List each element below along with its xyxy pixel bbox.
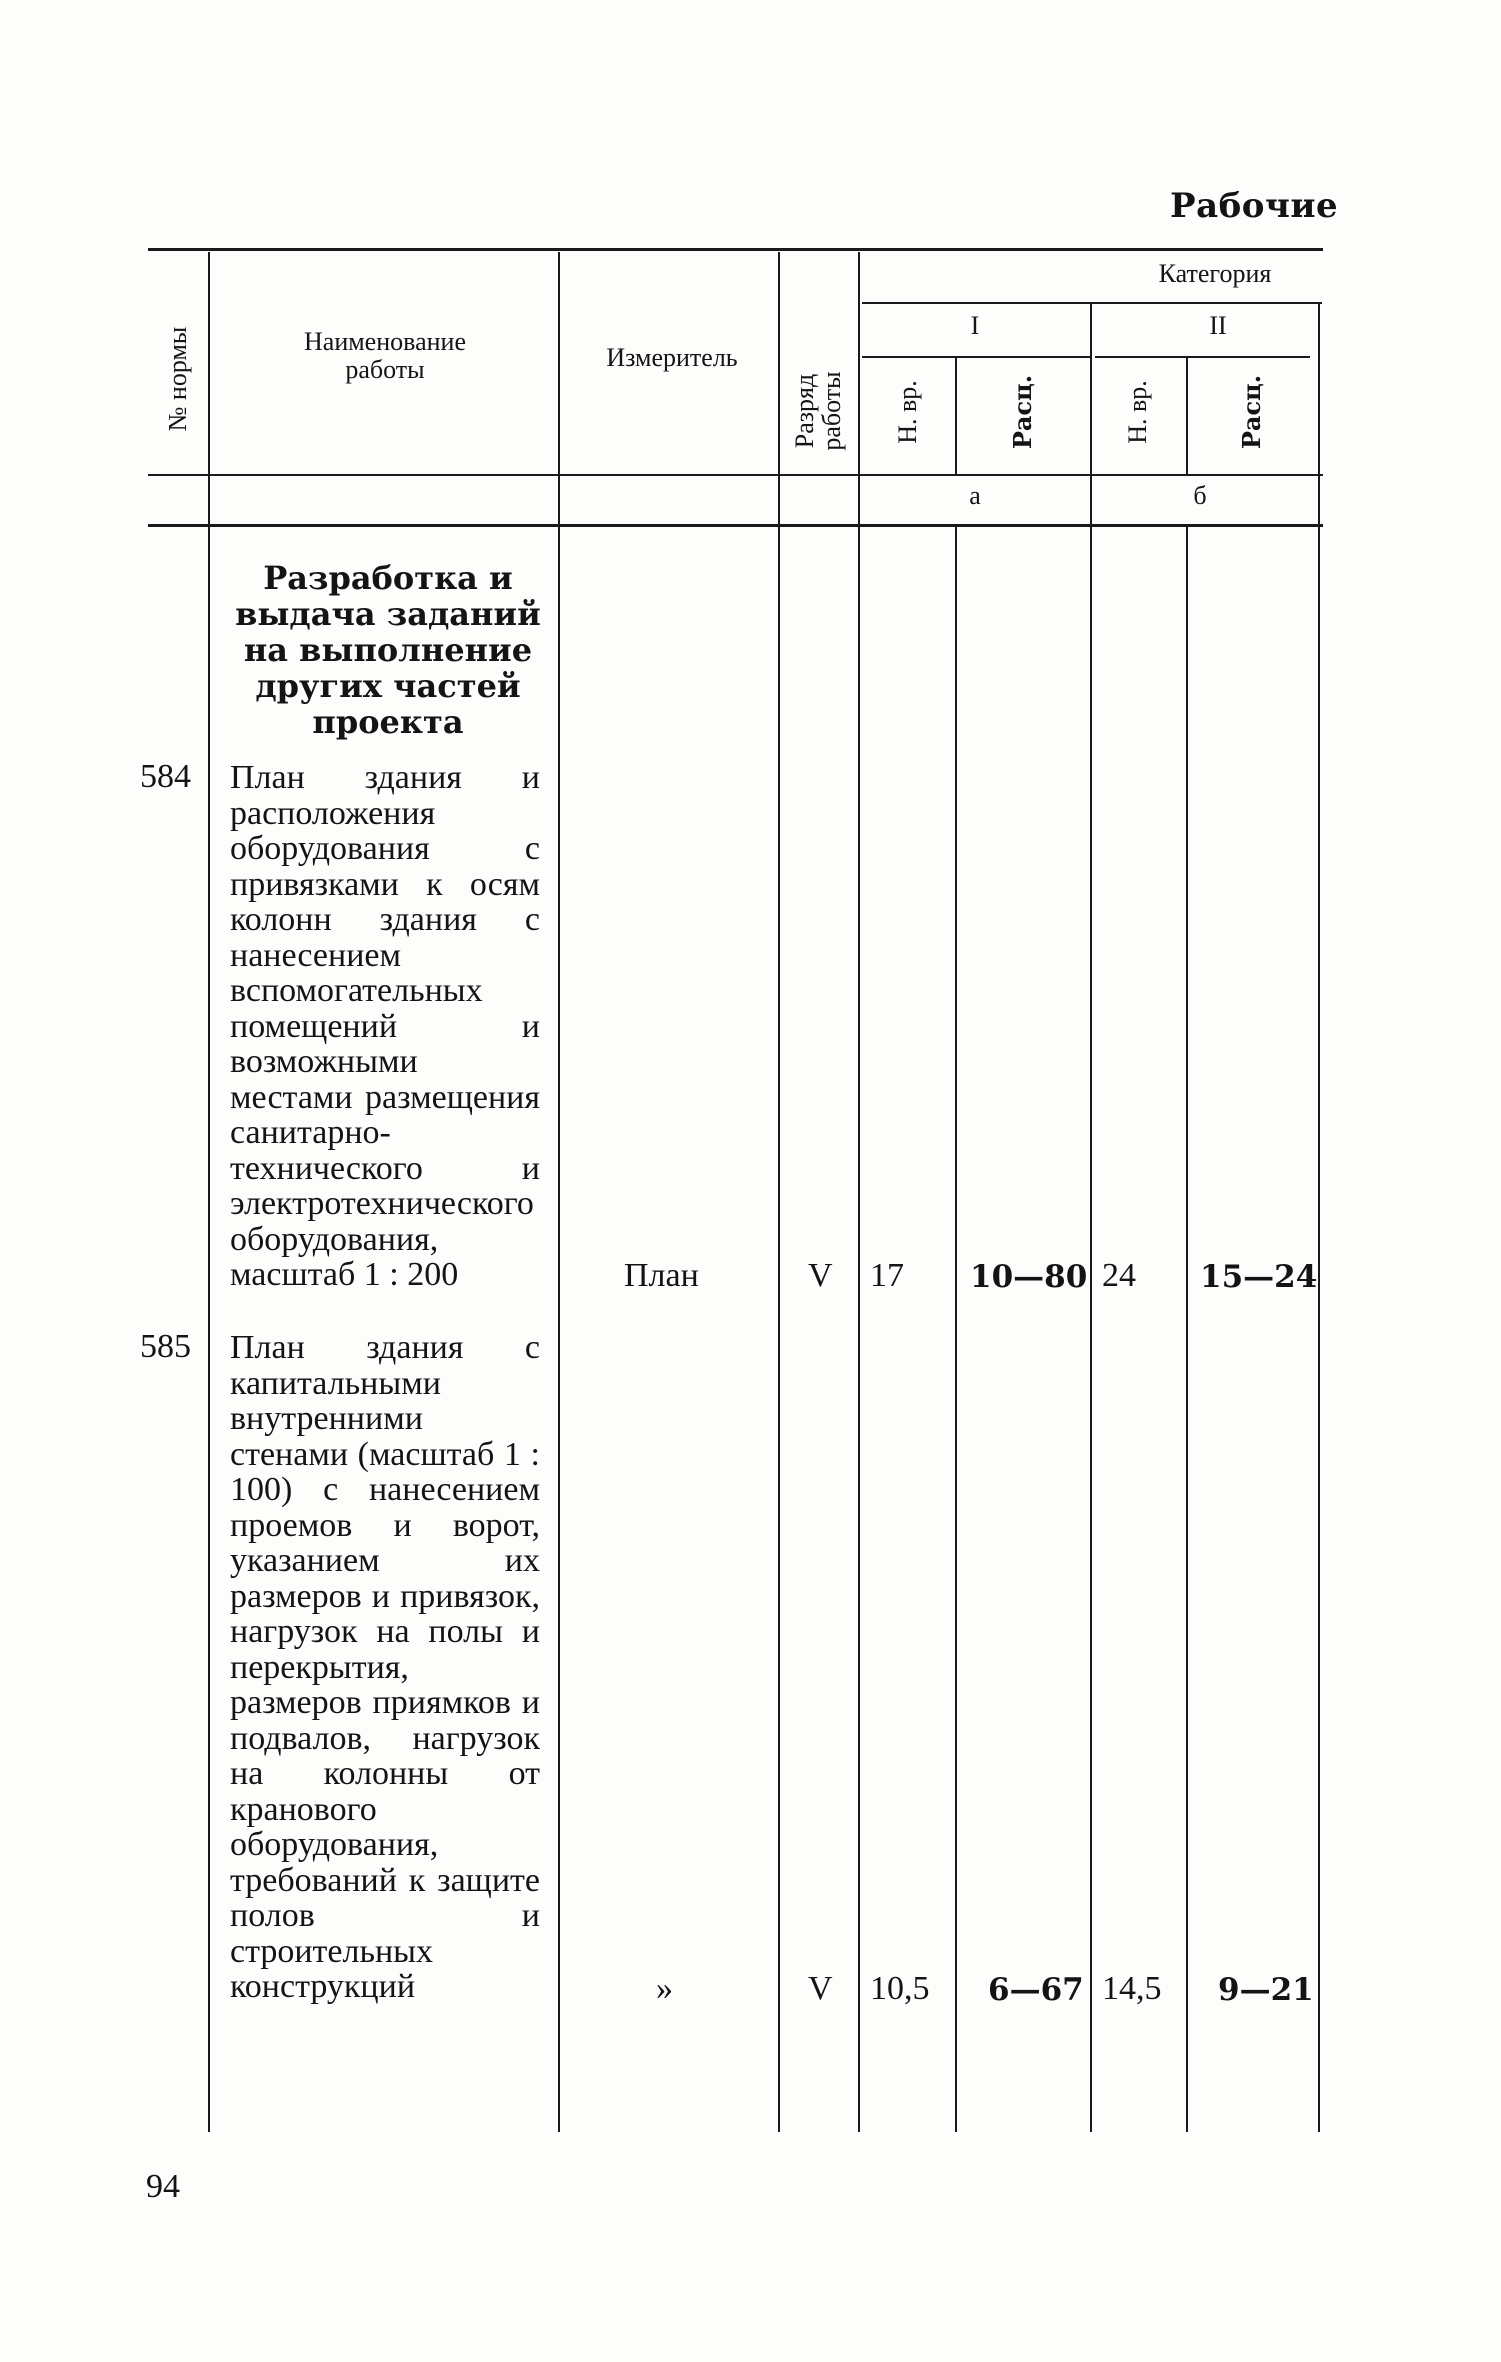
rasc2-585: 9—21 bbox=[1218, 1972, 1314, 2008]
work-description-585: План здания с капитальными внутренними стенами (масштаб 1 : 100) с нанесением проемов и ворот, указанием их размеров и привязок, нагрузок на полы и перекрытия, размеров приямков и подвалов, нагрузок на колонны от кранового оборудования, требований к защите полов и строительных конструкций bbox=[230, 1329, 540, 2005]
header-nvr-2: Н. вр. bbox=[1123, 380, 1152, 444]
col-divider-7 bbox=[1186, 356, 1188, 476]
header-sub-b: б bbox=[1193, 481, 1207, 510]
col-divider-3 bbox=[778, 252, 780, 2132]
col-divider-8 bbox=[1318, 302, 1320, 2132]
header-grade: Разряд работы bbox=[790, 371, 846, 451]
rasc2-584: 15—24 bbox=[1200, 1259, 1318, 1295]
page-title: Рабочие bbox=[1170, 186, 1339, 226]
cat2-rule bbox=[1095, 356, 1310, 358]
header-rasc-1: Расц. bbox=[1008, 374, 1037, 450]
category-rule bbox=[862, 302, 1322, 304]
page-number: 94 bbox=[146, 2168, 180, 2205]
header-work-name: Наименование работы bbox=[304, 327, 466, 384]
rasc1-584: 10—80 bbox=[970, 1259, 1088, 1295]
unit-585: » bbox=[656, 1970, 673, 2007]
nvr2-585: 14,5 bbox=[1102, 1970, 1162, 2007]
section-title: Разработка и выдача заданий на выполнение других частей проекта bbox=[235, 559, 541, 741]
table-top-rule bbox=[148, 248, 1323, 251]
header-nvr-1: Н. вр. bbox=[893, 380, 922, 444]
header-unit: Измеритель bbox=[606, 343, 738, 372]
norm-number-585: 585 bbox=[140, 1328, 191, 1365]
col-divider-5b bbox=[955, 526, 957, 2132]
grade-585: V bbox=[808, 1970, 833, 2007]
nvr1-584: 17 bbox=[870, 1257, 904, 1294]
col-divider-2 bbox=[558, 252, 560, 2132]
col-divider-1 bbox=[208, 252, 210, 2132]
header-sub-a: а bbox=[969, 481, 981, 510]
header-cat-1: I bbox=[970, 311, 980, 340]
header-norm-number: № нормы bbox=[163, 326, 192, 432]
grade-584: V bbox=[808, 1257, 833, 1294]
header-cat-2: II bbox=[1209, 311, 1227, 340]
header-category: Категория bbox=[1158, 259, 1272, 288]
header-bottom-rule bbox=[148, 474, 1323, 476]
col-divider-6 bbox=[1090, 302, 1092, 2132]
col-divider-5 bbox=[955, 356, 957, 476]
cat1-rule bbox=[862, 356, 1090, 358]
nvr1-585: 10,5 bbox=[870, 1970, 930, 2007]
col-divider-4 bbox=[858, 252, 860, 2132]
header-rasc-2: Расц. bbox=[1237, 374, 1266, 450]
nvr2-584: 24 bbox=[1102, 1257, 1136, 1294]
work-description-584: План здания и расположения оборудования с привязками к осям колонн здания с нанесением вспомогательных помещений и возможными местами размещения санитарно-технического и электротехнического оборудования, масштаб 1 : 200 bbox=[230, 759, 540, 1293]
rasc1-585: 6—67 bbox=[988, 1972, 1084, 2008]
col-divider-7b bbox=[1186, 526, 1188, 2132]
unit-584: План bbox=[624, 1257, 699, 1294]
header-end-rule bbox=[148, 524, 1323, 527]
norm-number-584: 584 bbox=[140, 758, 191, 795]
